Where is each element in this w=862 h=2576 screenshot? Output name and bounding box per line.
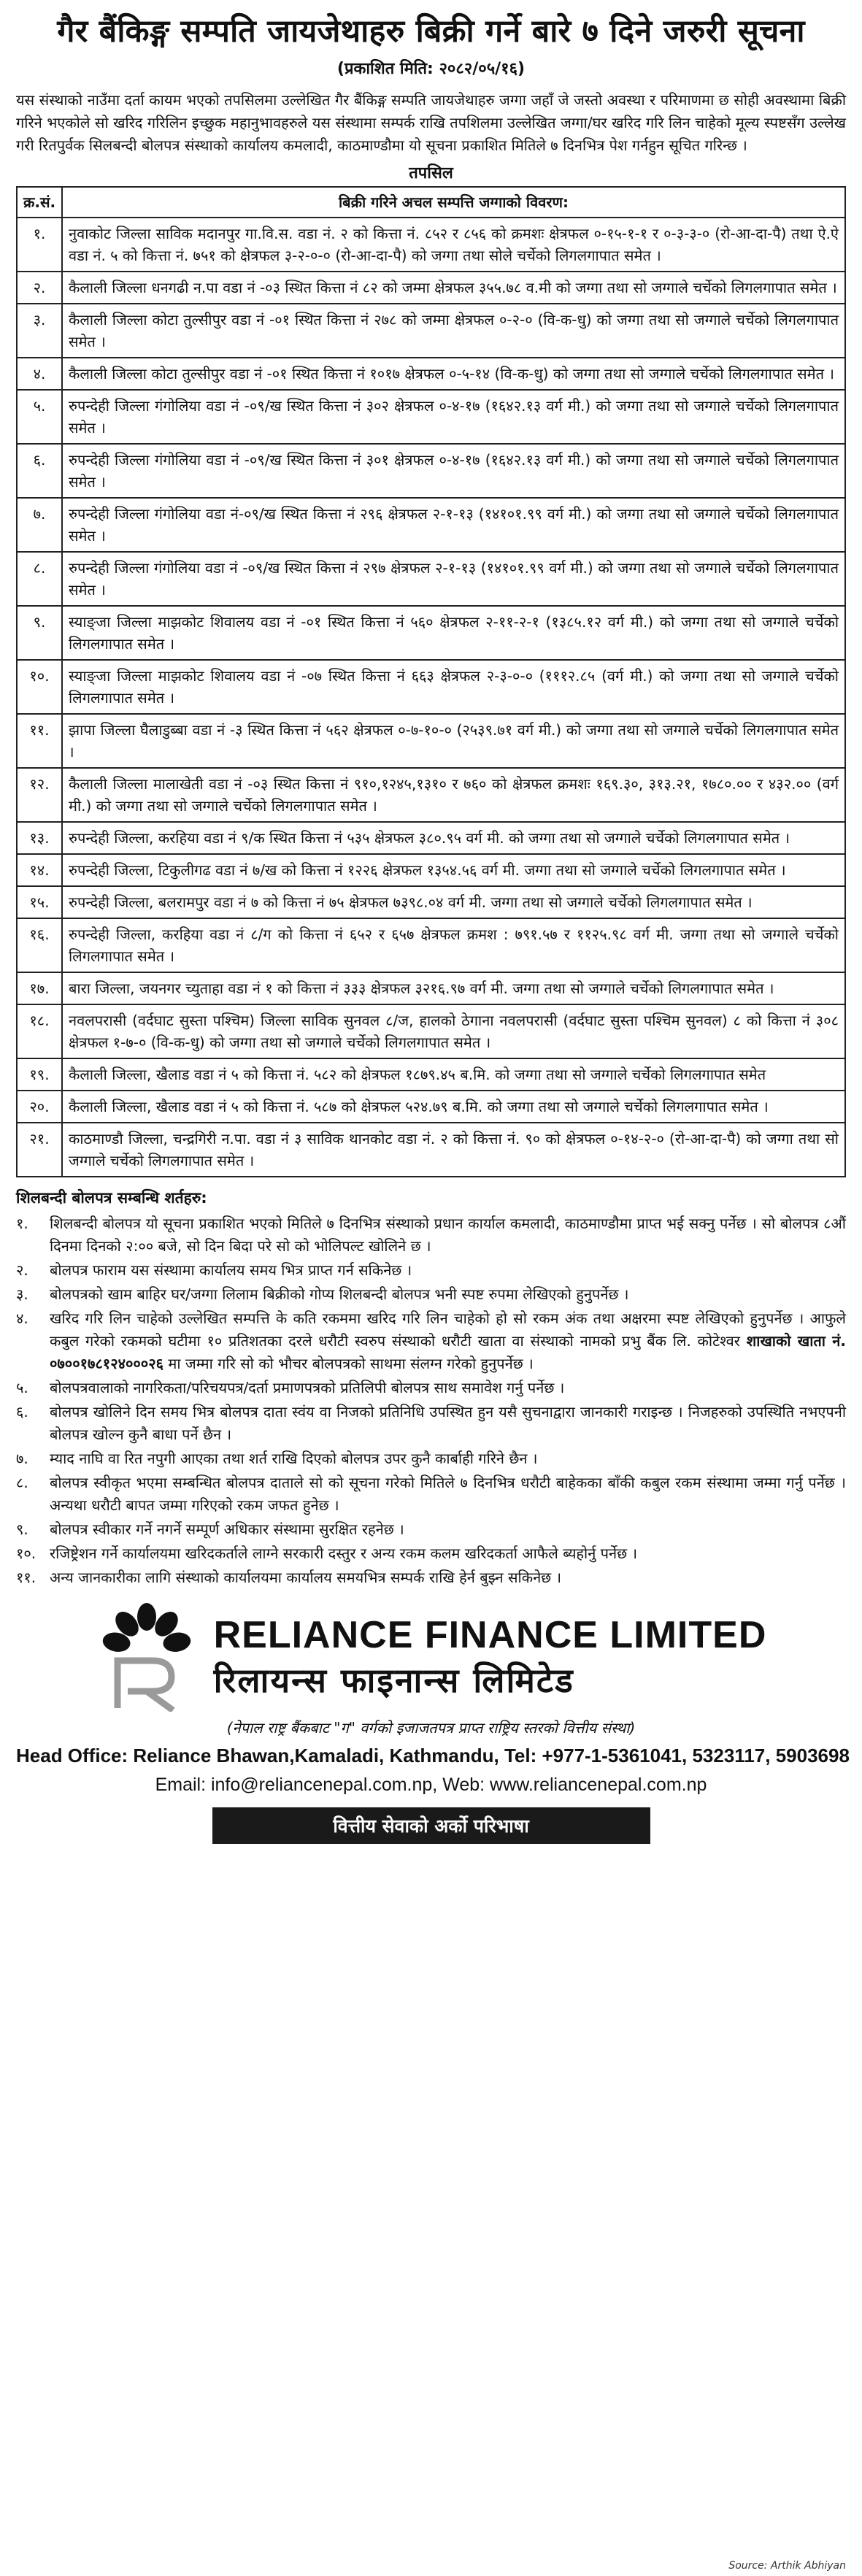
row-serial: १७. <box>17 972 62 1004</box>
head-office-contact: Head Office: Reliance Bhawan,Kamaladi, Kathmandu, Tel: +977-1-5361041, 5323117, 5903698 <box>16 1745 850 1766</box>
term-text-part: मा जम्मा गरि सो को भौचर बोलपत्रको साथमा संलग्न गरेको हुनुपर्नेछ । <box>163 1355 534 1372</box>
table-row <box>17 218 845 272</box>
term-text <box>50 1307 846 1375</box>
table-row <box>17 714 845 768</box>
table-row <box>17 1123 845 1177</box>
term-item <box>16 1447 846 1470</box>
term-text: अन्य जानकारीका लागि संस्थाको कार्यालयमा कार्यालय समयभित्र सम्पर्क राखि हेर्न बुझ्न सकिनेछ । <box>50 1569 562 1586</box>
row-description: रुपन्देही जिल्ला गंगोलिया वडा नं -०९/ख स्थित कित्ता नं २९७ क्षेत्रफल २-१-१३ (१४१०१.९९ वर्ग मी.) को जग्गा तथा सो जग्गाले चर्चेको लिगलगापात समेत । <box>62 552 845 606</box>
term-item <box>16 1472 846 1517</box>
table-row <box>17 972 845 1004</box>
row-serial: ९. <box>17 606 62 660</box>
term-text: बोलपत्र खोलिने दिन समय भित्र बोलपत्र दाता स्वंय वा निजको प्रतिनिधि उपस्थित हुन यसै सुचनाद्वारा जानकारी गराइन्छ । निजहरुको उपस्थिति नभएपनी बोलपत्र खोल्न कुनै बाधा पर्ने छैन । <box>50 1403 846 1443</box>
row-description: रुपन्देही जिल्ला, करहिया वडा नं ९/क स्थित कित्ता नं ५३५ क्षेत्रफल ३८०.९५ वर्ग मी. को जग्गा तथा सो जग्गाले चर्चेको लिगलगापात समेत । <box>62 822 845 854</box>
term-text: बोलपत्रको खाम बाहिर घर/जग्गा लिलाम बिक्रीको गोप्य शिलबन्दी बोलपत्र भनी स्पष्ट रुपमा लेखिएको हुनुपर्नेछ । <box>50 1285 629 1303</box>
reliance-logo-icon <box>96 1602 198 1712</box>
term-number: ७. <box>16 1450 28 1467</box>
row-serial: १८. <box>17 1004 62 1058</box>
row-description: नवलपरासी (वर्दघाट सुस्ता पश्चिम) जिल्ला साविक सुनवल ८/ज, हालको ठेगाना नवलपरासी (वर्दघाट सुस्ता पश्चिम सुनवल) ८ को कित्ता नं ३०८ क्षेत्रफल १-७-० (वि-क-धु) को जग्गा तथा सो जग्गाले चर्चेको लिगलगापात समेत । <box>62 1004 845 1058</box>
table-row <box>17 358 845 390</box>
term-number: २. <box>16 1261 28 1279</box>
row-description: झापा जिल्ला घैलाडुब्बा वडा नं -३ स्थित कित्ता नं ५६२ क्षेत्रफल ०-७-१०-० (२५३९.७१ वर्ग मी.) को जग्गा तथा सो जग्गाले चर्चेको लिगलगापात समेत । <box>62 714 845 768</box>
term-number: ९. <box>16 1520 28 1538</box>
table-row <box>17 768 845 822</box>
table-row <box>17 1004 845 1058</box>
term-item <box>16 1401 846 1446</box>
term-text-part: खरिद गरि लिन चाहेको उल्लेखित सम्पत्ति के कति रकममा खरिद गरि लिन चाहेको हो सो रकम अंक तथा अक्षरमा स्पष्ट लेखिएको हुनुपर्नेछ । आफुले कबुल गरेको रकमको घटीमा १० प्रतिशतका दरले धरौटी स्वरुप संस्थाको धरौटी खाता वा संस्थाको नामको प्रभु बैंक लि. कोटेश्वर <box>50 1310 846 1350</box>
row-description: कैलाली जिल्ला कोटा तुल्सीपुर वडा नं -०१ स्थित कित्ता नं २७८ को जम्मा क्षेत्रफल ०-२-० (वि-क-धु) को जग्गा तथा सो जग्गाले चर्चेको लिगलगापात समेत । <box>62 304 845 358</box>
row-description: स्याङ्जा जिल्ला माझकोट शिवालय वडा नं -०७ स्थित कित्ता नं ६६३ क्षेत्रफल २-३-०-० (१११२.८५ (वर्ग मी.) को जग्गा तथा सो जग्गाले चर्चेको लिगलगापात समेत । <box>62 660 845 714</box>
table-row <box>17 498 845 552</box>
row-serial: ६. <box>17 444 62 498</box>
term-text: बोलपत्र स्वीकृत भएमा सम्बन्धित बोलपत्र दाताले सो को सूचना गरेको मितिले ७ दिनभित्र धरौटी बाहेकका बाँकी कबुल रकम संस्थामा जम्मा गर्नु पर्नेछ । अन्यथा धरौटी बापत जम्मा गरिएको रकम जफत हुनेछ । <box>50 1474 846 1514</box>
term-text: बोलपत्र स्वीकार गर्ने नगर्ने सम्पूर्ण अधिकार संस्थामा सुरक्षित रहनेछ । <box>50 1520 404 1538</box>
row-serial: ७. <box>17 498 62 552</box>
row-description: कैलाली जिल्ला, खैलाड वडा नं ५ को कित्ता नं. ५८७ को क्षेत्रफल ५२४.७९ ब.मि. को जग्गा तथा सो जग्गाले चर्चेको लिगलगापात समेत । <box>62 1091 845 1123</box>
notice-intro: यस संस्थाको नाउँमा दर्ता कायम भएको तपसिलमा उल्लेखित गैर बैंकिङ्ग सम्पति जायजेथाहरु जग्गा जहाँ जे जस्तो अवस्था र परिमाणमा छ सोही अवस्थामा बिक्री गरिने भएकोले सो खरिद गरिलिन इच्छुक महानुभावहरुले यस संस्थामा सम्पर्क राखि तपशिलमा उल्लेखित जग्गा/घर खरिद गरि लिन चाहेको मूल्य स्पष्टसँग उल्लेख गरी रितपुर्वक सिलबन्दी बोलपत्र संस्थाको कार्यालय कमलादी, काठमाण्डौमा यो सूचना प्रकाशित मितिले ७ दिनभित्र पेश गर्नहुन सूचित गरिन्छ । <box>16 91 846 154</box>
term-number: ३. <box>16 1285 28 1303</box>
table-row <box>17 822 845 854</box>
row-description: बारा जिल्ला, जयनगर च्युताहा वडा नं १ को कित्ता नं ३३३ क्षेत्रफल ३२१६.९७ वर्ग मी. जग्गा तथा सो जग्गाले चर्चेको लिगलगापात समेत । <box>62 972 845 1004</box>
notice-title: गैर बैंकिङ्ग सम्पति जायजेथाहरु बिक्री गर्ने बारे ७ दिने जरुरी सूचना <box>57 13 805 50</box>
term-item <box>16 1542 846 1565</box>
term-text: रजिष्ट्रेशन गर्ने कार्यालयमा खरिदकर्ताले लाग्ने सरकारी दस्तुर र अन्य रकम कलम खरिदकर्ता आफैले ब्यहोर्नु पर्नेछ । <box>50 1545 638 1562</box>
row-serial: १९. <box>17 1058 62 1091</box>
table-row <box>17 1058 845 1091</box>
row-serial: १३. <box>17 822 62 854</box>
table-row <box>17 1091 845 1123</box>
term-number: ६. <box>16 1403 28 1420</box>
table-row <box>17 918 845 972</box>
row-description: रुपन्देही जिल्ला गंगोलिया वडा नं -०९/ख स्थित कित्ता नं ३०२ क्षेत्रफल ०-४-१७ (१६४२.१३ वर्ग मी.) को जग्गा तथा सो जग्गाले चर्चेको लिगलगापात समेत । <box>62 390 845 444</box>
term-item <box>16 1566 846 1589</box>
term-number: १. <box>16 1215 28 1232</box>
row-description: कैलाली जिल्ला, खैलाड वडा नं ५ को कित्ता नं. ५८२ को क्षेत्रफल १८७९.४५ ब.मि. को जग्गा तथा सो जग्गाले चर्चेको लिगलगापात समेत <box>62 1058 845 1091</box>
row-serial: १४. <box>17 854 62 886</box>
row-serial: २. <box>17 272 62 304</box>
term-text: म्याद नाघि वा रित नपुगी आएका तथा शर्त राखि दिएको बोलपत्र उपर कुनै कार्बाही गरिने छैन । <box>50 1450 538 1467</box>
row-description: कैलाली जिल्ला कोटा तुल्सीपुर वडा नं -०१ स्थित कित्ता नं १०१७ क्षेत्रफल ०-५-१४ (वि-क-धु) को जग्गा तथा सो जग्गाले चर्चेको लिगलगापात समेत । <box>62 358 845 390</box>
row-serial: ४. <box>17 358 62 390</box>
term-text: बोलपत्र फाराम यस संस्थामा कार्यालय समय भित्र प्राप्त गर्न सकिनेछ । <box>50 1261 412 1279</box>
term-text: शिलबन्दी बोलपत्र यो सूचना प्रकाशित भएको मितिले ७ दिनभित्र संस्थाको प्रधान कार्याल कमलादी, काठमाण्डौमा प्राप्त भई सक्नु पर्नेछ । सो बोलपत्र ८औं दिनमा दिनको २:०० बजे, सो दिन बिदा परे सो को भोलिपल्ट खोलिने छ । <box>50 1215 846 1255</box>
brand-block <box>16 1602 846 1712</box>
terms-title: शिलबन्दी बोलपत्र सम्बन्धि शर्तहरु: <box>16 1189 207 1207</box>
row-description: रुपन्देही जिल्ला गंगोलिया वडा नं-०९/ख स्थित कित्ता नं २९६ क्षेत्रफल २-१-१३ (१४१०१.९९ वर्ग मी.) को जग्गा तथा सो जग्गाले चर्चेको लिगलगापात समेत । <box>62 498 845 552</box>
deposit-account-number: शाखाको खाता नं. ०७००१७८१२४०००२६ <box>50 1332 846 1372</box>
table-row <box>17 272 845 304</box>
term-number: ५. <box>16 1379 28 1396</box>
schedule-label: तपसिल <box>409 164 453 182</box>
property-table <box>16 186 846 1177</box>
term-number: ८. <box>16 1474 28 1491</box>
row-serial: ८. <box>17 552 62 606</box>
term-item <box>16 1377 846 1399</box>
table-row <box>17 390 845 444</box>
row-serial: ११. <box>17 714 62 768</box>
publication-date: (प्रकाशित मिति: २०८२/०५/१६) <box>336 60 526 78</box>
property-table-body <box>17 218 845 1177</box>
brand-name-english: RELIANCE FINANCE LIMITED <box>213 1614 767 1656</box>
brand-names <box>214 1612 767 1702</box>
term-item <box>16 1518 846 1541</box>
row-description: स्याङ्जा जिल्ला माझकोट शिवालय वडा नं -०१ स्थित कित्ता नं ५६० क्षेत्रफल २-११-२-१ (१३८५.१२ वर्ग मी.) को जग्गा तथा सो जग्गाले चर्चेको लिगलगापात समेत । <box>62 606 845 660</box>
row-serial: १०. <box>17 660 62 714</box>
row-description: रुपन्देही जिल्ला, बलरामपुर वडा नं ७ को कित्ता नं ७५ क्षेत्रफल ७३९८.०४ वर्ग मी. जग्गा तथा सो जग्गाले चर्चेको लिगलगापात समेत । <box>62 886 845 918</box>
terms-list <box>16 1212 846 1589</box>
brand-name-nepali: रिलायन्स फाइनान्स लिमिटेड <box>213 1661 574 1700</box>
table-row <box>17 552 845 606</box>
table-row <box>17 854 845 886</box>
row-description: रुपन्देही जिल्ला, टिकुलीगढ वडा नं ७/ख को कित्ता नं १२२६ क्षेत्रफल १३५४.५६ वर्ग मी. जग्गा तथा सो जग्गाले चर्चेको लिगलगापात समेत । <box>62 854 845 886</box>
term-text: बोलपत्रवालाको नागरिकता/परिचयपत्र/दर्ता प्रमाणपत्रको प्रतिलिपी बोलपत्र साथ समावेश गर्नु पर्नेछ । <box>50 1379 565 1396</box>
row-serial: १. <box>17 218 62 272</box>
row-description: कैलाली जिल्ला धनगढी न.पा वडा नं -०३ स्थित कित्ता नं ८२ को जम्मा क्षेत्रफल ३५५.७८ व.मी को जग्गा तथा सो जग्गाले चर्चेको लिगलगापात समेत । <box>62 272 845 304</box>
row-serial: १२. <box>17 768 62 822</box>
term-item <box>16 1259 846 1282</box>
row-serial: २०. <box>17 1091 62 1123</box>
row-serial: ३. <box>17 304 62 358</box>
license-note: (नेपाल राष्ट्र बैंकबाट "ग" वर्गको इजाजतपत्र प्राप्त राष्ट्रिय स्तरको वित्तीय संस्था) <box>226 1719 636 1737</box>
slogan-bar: वित्तीय सेवाको अर्को परिभाषा <box>212 1807 650 1844</box>
term-item <box>16 1212 846 1258</box>
footer <box>16 1602 850 1844</box>
row-description: कैलाली जिल्ला मालाखेती वडा नं -०३ स्थित कित्ता नं ९१०,१२४५,१३१० र ७६० को क्षेत्रफल क्रमशः १६९.३०, ३१३.२१, १७८०.०० र ४३२.०० (वर्ग मी.) को जग्गा तथा सो जग्गाले चर्चेको लिगलगापात समेत । <box>62 768 845 822</box>
term-number: १०. <box>16 1545 36 1562</box>
table-row <box>17 660 845 714</box>
term-item <box>16 1307 846 1375</box>
table-row <box>17 444 845 498</box>
row-description: रुपन्देही जिल्ला, करहिया वडा नं ८/ग को कित्ता नं ६५२ र ६५७ क्षेत्रफल क्रमश : ७९१.५७ र ११२५.९८ वर्ग मी. जग्गा तथा सो जग्गाले चर्चेको लिगलगापात समेत । <box>62 918 845 972</box>
row-serial: २१. <box>17 1123 62 1177</box>
table-row <box>17 606 845 660</box>
table-row <box>17 886 845 918</box>
row-serial: १५. <box>17 886 62 918</box>
col-serial-header: क्र.सं. <box>17 187 62 218</box>
term-number: ११. <box>16 1569 36 1586</box>
row-serial: १६. <box>17 918 62 972</box>
source-credit: Source: Arthik Abhiyan <box>728 2560 846 2572</box>
email-web-contact: Email: info@reliancenepal.com.np, Web: www.reliancenepal.com.np <box>155 1775 707 1795</box>
row-description: नुवाकोट जिल्ला साविक मदानपुर गा.वि.स. वडा नं. २ को कित्ता नं. ८५२ र ८५६ को क्रमशः क्षेत्रफल ०-१५-१-१ र ०-३-३-० (रो-आ-दा-पै) तथा ऐ.ऐ वडा नं. ५ को कित्ता नं. ७५१ को क्षेत्रफल ३-२-०-० (रो-आ-दा-पै) को जग्गा तथा सोले चर्चेको लिगलगापात समेत । <box>62 218 845 272</box>
term-item <box>16 1283 846 1306</box>
row-description: काठमाण्डौ जिल्ला, चन्द्रगिरी न.पा. वडा नं ३ साविक थानकोट वडा नं. २ को कित्ता नं. ९० को क्षेत्रफल ०-१४-२-० (रो-आ-दा-पै) को जग्गा तथा सो जग्गाले चर्चेको लिगलगापात समेत । <box>62 1123 845 1177</box>
row-serial: ५. <box>17 390 62 444</box>
table-header-row <box>17 187 845 218</box>
table-row <box>17 304 845 358</box>
col-description-header: बिक्री गरिने अचल सम्पत्ति जग्गाको विवरण: <box>62 187 845 218</box>
row-description: रुपन्देही जिल्ला गंगोलिया वडा नं -०९/ख स्थित कित्ता नं ३०१ क्षेत्रफल ०-४-१७ (१६४२.१३ वर्ग मी.) को जग्गा तथा सो जग्गाले चर्चेको लिगलगापात समेत । <box>62 444 845 498</box>
term-number: ४. <box>16 1310 28 1327</box>
